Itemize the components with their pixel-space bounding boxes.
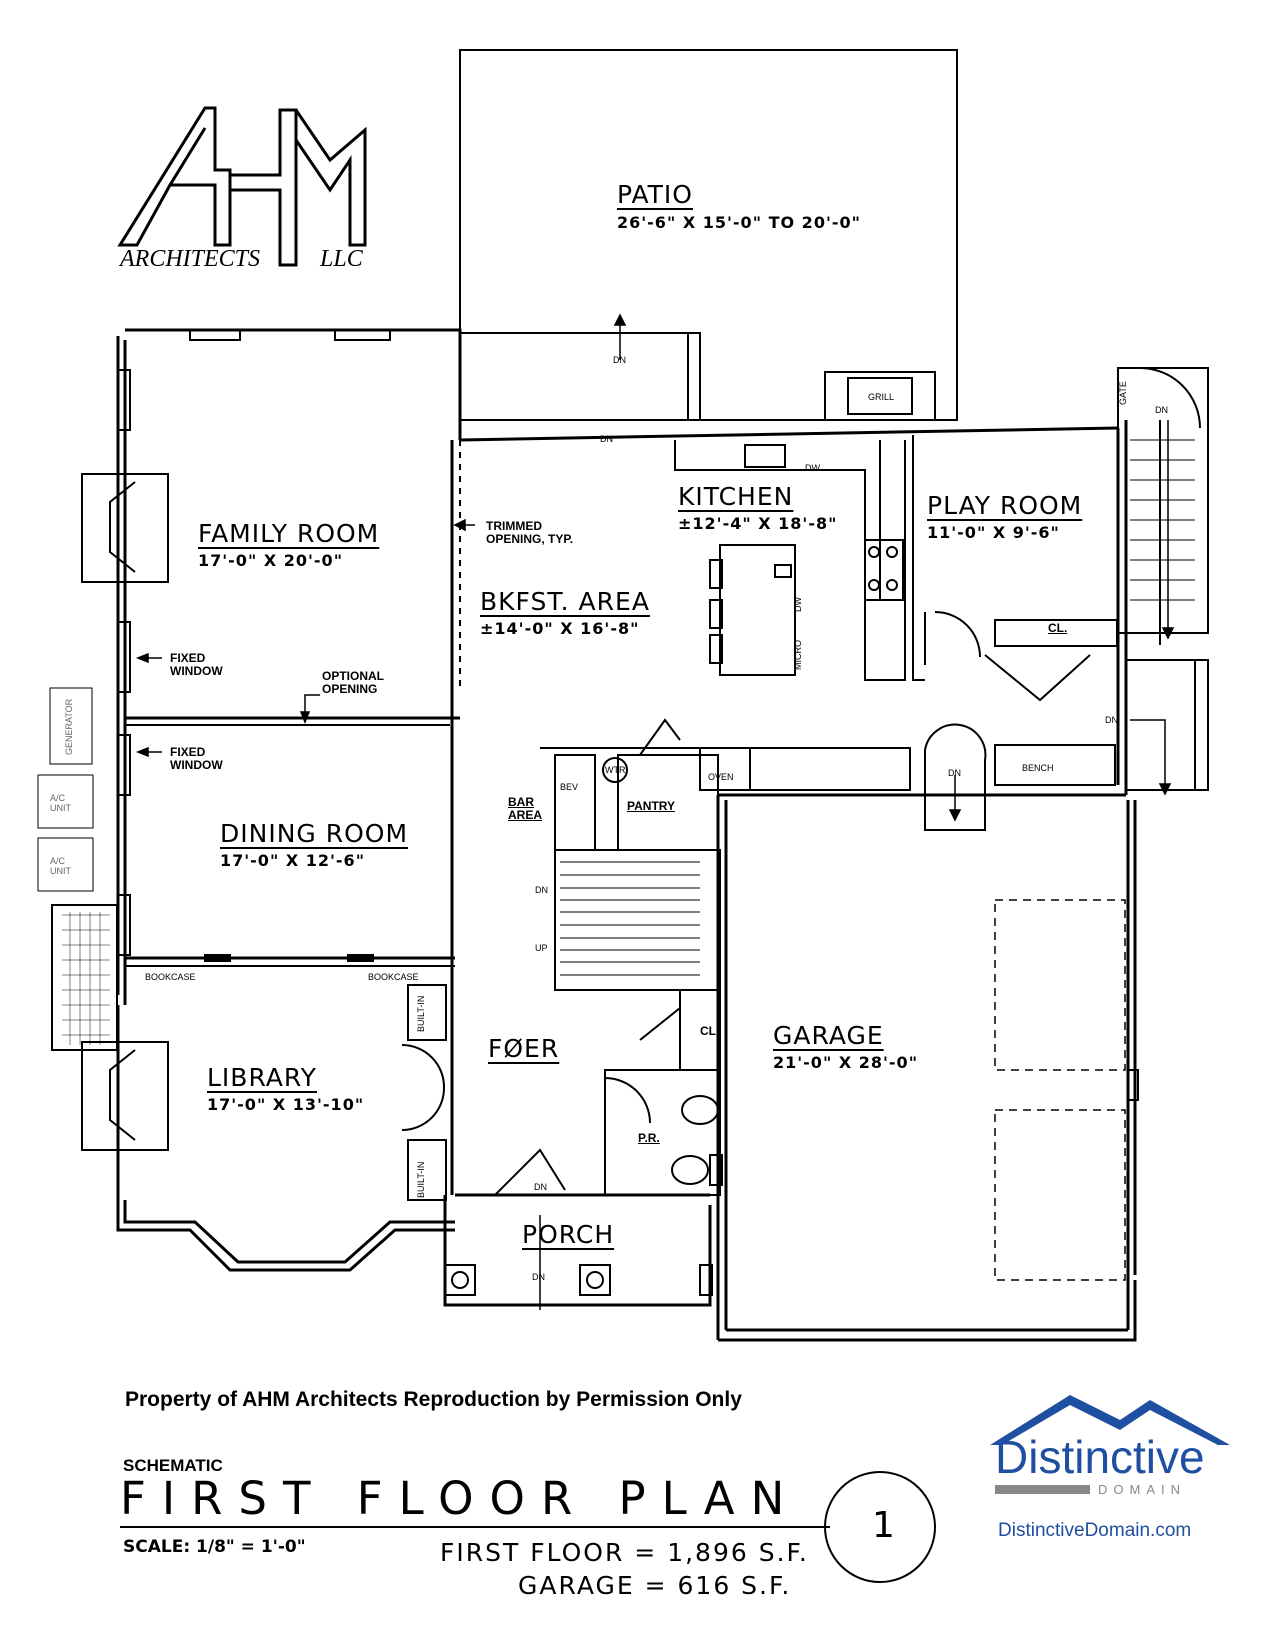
family-room-label: FAMILY ROOM: [198, 519, 380, 548]
wtr-label: WTR: [605, 765, 626, 775]
grill-label: GRILL: [868, 392, 895, 402]
garage-dims: 21'-0" X 28'-0": [773, 1053, 919, 1072]
fixed-window-note-1: FIXED WINDOW: [170, 651, 223, 678]
dn-mudroom-steps: DN: [948, 768, 961, 778]
dn-porch: DN: [532, 1272, 545, 1282]
first-floor-area: FIRST FLOOR = 1,896 S.F.: [440, 1538, 809, 1567]
library-dims: 17'-0" X 13'-10": [207, 1095, 365, 1114]
dn-mudroom-door: DN: [1105, 715, 1118, 725]
dw-label: DW: [805, 463, 820, 473]
brand-name: Distinctive: [995, 1431, 1205, 1483]
porch-label: PORCH: [522, 1220, 615, 1249]
ac-unit-label-1: A/C UNIT: [50, 793, 71, 813]
generator-label: GENERATOR: [64, 698, 74, 755]
patio-label: PATIO: [617, 180, 693, 209]
library-label: LIBRARY: [207, 1063, 317, 1092]
family-room-dims: 17'-0" X 20'-0": [198, 551, 344, 570]
pantry-label: PANTRY: [627, 799, 675, 813]
closet-label-2: CL: [700, 1024, 716, 1038]
play-room-dims: 11'-0" X 9'-6": [927, 523, 1060, 542]
closet-label: CL.: [1048, 621, 1068, 635]
brand-sub: DOMAIN: [1098, 1482, 1186, 1497]
ac-unit-label-2: A/C UNIT: [50, 856, 71, 876]
logo-company-left: ARCHITECTS: [120, 246, 261, 272]
property-notice: Property of AHM Architects Reproduction by Permission Only: [125, 1388, 742, 1411]
bkfst-area-label: BKFST. AREA: [480, 587, 650, 616]
bev-label: BEV: [560, 782, 579, 792]
ahm-logo-mark: [120, 108, 365, 265]
dw-island-label: DW: [793, 597, 803, 612]
bookcase-right: BOOKCASE: [368, 972, 419, 982]
dn-kitchen-door: DN: [600, 434, 613, 444]
up-main-stair: UP: [535, 943, 548, 953]
kitchen-dims: ±12'-4" X 18'-8": [678, 514, 838, 533]
dn-right-stair: DN: [1155, 405, 1168, 415]
bkfst-area-dims: ±14'-0" X 16'-8": [480, 619, 640, 638]
logo-company-right: LLC: [320, 246, 363, 272]
built-in-top: BUILT-IN: [416, 995, 426, 1032]
bench-label: BENCH: [1022, 763, 1054, 773]
optional-opening-note: OPTIONAL OPENING: [322, 669, 384, 696]
dining-room-dims: 17'-0" X 12'-6": [220, 851, 366, 870]
kitchen-label: KITCHEN: [678, 482, 794, 511]
scale-note: SCALE: 1/8" = 1'-0": [123, 1537, 306, 1557]
garage-area: GARAGE = 616 S.F.: [518, 1571, 792, 1600]
powder-room-label: P.R.: [638, 1131, 660, 1145]
fixed-window-note-2: FIXED WINDOW: [170, 745, 223, 772]
schematic-label: SCHEMATIC: [123, 1456, 223, 1475]
patio-outline: [460, 50, 957, 420]
trimmed-opening-note: TRIMMED OPENING, TYP.: [486, 519, 574, 546]
patio-dims: 26'-6" X 15'-0" TO 20'-0": [617, 213, 861, 232]
oven-label: OVEN: [708, 772, 734, 782]
dn-main-stair: DN: [535, 885, 548, 895]
dn-front-door: DN: [534, 1182, 547, 1192]
dn-patio: DN: [613, 355, 626, 365]
micro-label: MICRO: [793, 640, 803, 670]
play-room-label: PLAY ROOM: [927, 491, 1083, 520]
plan-title: FIRST FLOOR PLAN: [120, 1472, 801, 1525]
built-in-bottom: BUILT-IN: [416, 1161, 426, 1198]
gate-label: GATE: [1118, 381, 1128, 405]
garage-label: GARAGE: [773, 1021, 884, 1050]
dining-room-label: DINING ROOM: [220, 819, 409, 848]
sheet-number: 1: [872, 1505, 895, 1546]
foyer-label: FØER: [488, 1034, 560, 1063]
bookcase-left: BOOKCASE: [145, 972, 196, 982]
brand-url: DistinctiveDomain.com: [998, 1520, 1192, 1541]
bar-area-label: BAR AREA: [508, 795, 543, 822]
